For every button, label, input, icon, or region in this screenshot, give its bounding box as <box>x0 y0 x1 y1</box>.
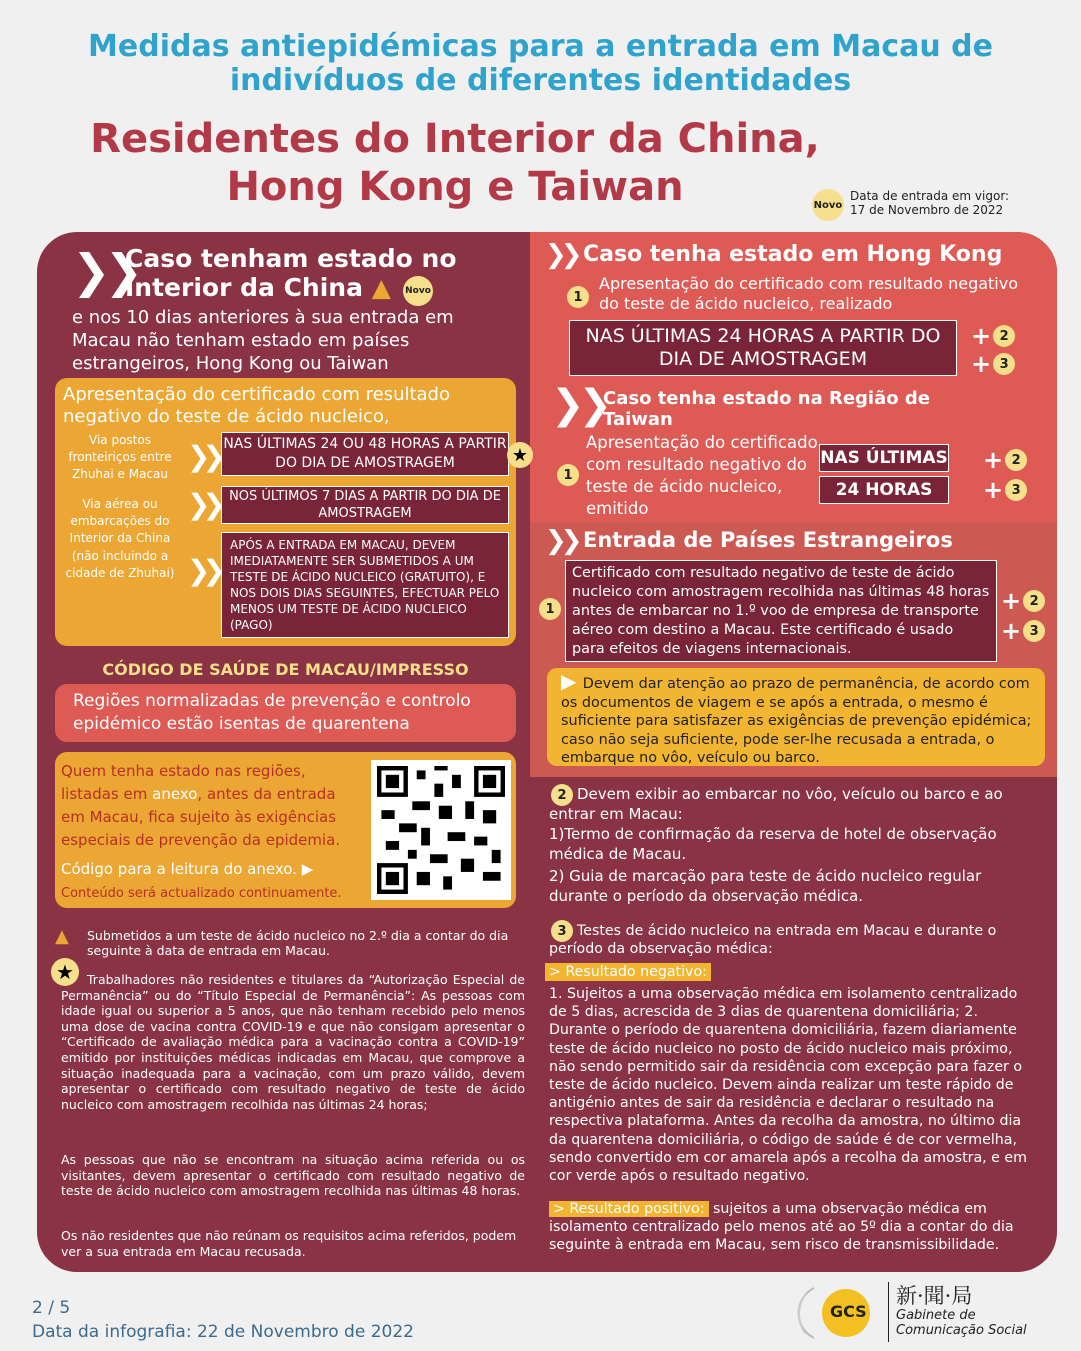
chevron-icon: ❯❯ <box>551 382 607 428</box>
req2-item-1: 1)Termo de confirmação da reserva de hotel de observação médica de Macau. <box>549 825 997 863</box>
page-number: 2 / 5 <box>32 1298 71 1318</box>
negative-text: 1. Sujeitos a uma observação médica em isolamento centralizado de 5 dias, acrescida de 3 dias de quarentena domiciliária; 2. Durante o período de quarentena domiciliária, fazem diariamente teste de ácido nucleico no posto de ácido nucleico mais próximo, não sendo permitido sair da residência com excepção para fazer o teste de ácido nucleico. Devem ainda realizar um teste rápido de antigénio antes de sair da residência e declarar o resultado na respectiva plataforma. Antes da recolha da amostra, no último dia da quarentena domiciliária, o código de saúde é de cor vermelha, sendo convertido em cor amarela após a recolha da amostra, e em cor verde após o resultado negativo. <box>549 986 1027 1185</box>
hk-plus-3: + 3 <box>971 350 1015 378</box>
mainland-intro: e nos 10 dias anteriores à sua entrada em Macau não tenham estado em países estrangeiros, Hong Kong ou Taiwan <box>72 307 454 374</box>
route2-box: NOS ÚLTIMOS 7 DIAS A PARTIR DO DIA DE AMOSTRAGEM <box>221 486 509 524</box>
infographic-title: Medidas antiepidémicas para a entrada em Macau de indivíduos de diferentes identidades <box>88 29 993 98</box>
infographic-date: Data da infografia: 22 de Novembro de 2022 <box>32 1322 414 1342</box>
taiwan-num-1: 1 <box>557 464 579 486</box>
req2-item-2: 2) Guia de marcação para teste de ácido nucleico regular durante o período da observação médica. <box>549 867 982 905</box>
novo-badge: Novo <box>812 189 844 221</box>
taiwan-heading: Caso tenha estado na Região de Taiwan <box>603 388 930 430</box>
star-note-2: As pessoas que não se encontram na situação acima referida ou os visitantes, devem apresentar o certificado com resultado negativo de teste de ácido nucleico com amostragem recolhida nas últimas 48 horas. <box>61 1152 525 1199</box>
cert-text: Apresentação do certificado com resultado negativo do teste de ácido nucleico, <box>63 384 450 427</box>
play-icon: ▶ <box>301 860 314 878</box>
foreign-plus-3: + 3 <box>1001 617 1045 645</box>
chevron-icon: ❯❯ <box>545 240 577 270</box>
foreign-plus-2: + 2 <box>1001 587 1045 615</box>
annex-text: Quem tenha estado nas regiões, listadas em anexo, antes da entrada em Macau, fica sujeito às exigências especiais de prevenção da epidemia. <box>61 762 341 849</box>
effective-date: Data de entrada em vigor: 17 de Novembro de 2022 <box>850 189 1010 217</box>
star-note-3: Os não residentes que não reúnam os requisitos acima referidos, podem ver a sua entrada em Macau recusada. <box>61 1228 517 1259</box>
req-num-2: 2 <box>551 784 573 806</box>
update-note: Conteúdo será actualizado continuamente. <box>61 886 342 901</box>
star-note-1: Trabalhadores não residentes e titulares da “Autorização Especial de Permanência” ou do “Título Especial de Permanência”: As pessoas com idade igual ou superior a 5 anos, que não tenham recebido pelo menos uma dose de vacina contra COVID-19 e que não consigam apresentar o “Certificado de avaliação médica para a vacinação contra a COVID-19” emitido por instituições médicas indicadas em Macau, que comprove a situação inadequada para a vacinação, com um prazo válido, devem apresentar o certificado com resultado negativo de teste de ácido nucleico com amostragem recolhida nas últimas 24 horas; <box>61 972 525 1112</box>
health-code-label: CÓDIGO DE SAÚDE DE MACAU/IMPRESSO <box>102 660 469 679</box>
hk-box: NAS ÚLTIMAS 24 HORAS A PARTIR DO DIA DE AMOSTRAGEM <box>569 320 957 376</box>
taiwan-plus-3: + 3 <box>983 476 1027 504</box>
positive-label: > Resultado positivo: <box>549 1201 709 1217</box>
play-icon: ▶ <box>561 669 583 693</box>
positive-text: > Resultado positivo: sujeitos a uma observação médica em isolamento centralizado pelo menos até ao 5º dia a contar do dia seguinte à entrada em Macau, sem risco de transmissibilidade. <box>549 1201 1014 1254</box>
annex-block <box>55 752 516 908</box>
footer-info <box>32 1296 414 1344</box>
chevron-icon: ❯❯ <box>187 554 218 587</box>
annex-link[interactable]: anexo <box>152 785 198 803</box>
triangle-note: Submetidos a um teste de ácido nucleico no 2.º dia a contar do dia seguinte à data de entrada em Macau. <box>87 928 509 958</box>
star-icon: ★ <box>507 442 533 468</box>
gcs-logo <box>796 1278 1081 1348</box>
route1-box: NAS ÚLTIMAS 24 OU 48 HORAS A PARTIR DO DIA DE AMOSTRAGEM <box>221 432 509 476</box>
foreign-box: Certificado com resultado negativo de teste de ácido nucleico com amostragem recolhida nas últimas 48 horas antes de embarcar no 1.º voo de empresa de transporte aéreo com destino a Macau. Este certificado é usado para efeitos de viagens internacionais. <box>565 560 997 662</box>
chevron-icon: ❯❯ <box>72 244 138 298</box>
hk-text: Apresentação do certificado com resultado negativo do teste de ácido nucleico, realizado <box>599 274 1019 313</box>
negative-label: > Resultado negativo: <box>545 963 711 981</box>
chevron-icon: ❯❯ <box>187 488 218 521</box>
logo-chinese: 新·聞·局 <box>896 1284 973 1308</box>
req2-intro: Devem exibir ao embarcar no vôo, veículo ou barco e ao entrar em Macau: <box>549 785 1003 823</box>
route2-label: Via aérea ou embarcações do Interior da China <box>69 497 171 545</box>
taiwan-text: Apresentação do certificado com resultado negativo do teste de ácido nucleico, emitido <box>586 433 818 518</box>
chevron-icon: ❯❯ <box>187 440 218 473</box>
hk-heading: Caso tenha estado em Hong Kong <box>583 242 1003 267</box>
mainland-cert-block <box>55 378 529 646</box>
triangle-icon: ▲ <box>371 273 391 302</box>
hk-num-1: 1 <box>567 286 589 308</box>
req3-intro: Testes de ácido nucleico na entrada em Macau e durante o período da observação médica: <box>549 923 997 957</box>
foreign-attention: ▶ Devem dar atenção ao prazo de permanência, de acordo com os documentos de viagem e se após a entrada, o mesmo é suficiente para satisfazer as exigências de prevenção epidémica; caso não seja suficiente, pode ser-lhe recusada a entrada, o embarque no vôo, veículo ou barco. <box>547 668 1045 766</box>
taiwan-box-2: 24 HORAS <box>819 476 949 504</box>
req-num-3: 3 <box>551 920 573 942</box>
route3-label: (não incluindo a cidade de Zhuhai) <box>65 549 175 580</box>
star-icon: ★ <box>51 958 79 986</box>
taiwan-plus-2: + 2 <box>983 446 1027 474</box>
main-card <box>37 232 1057 1272</box>
foreign-heading: Entrada de Países Estrangeiros <box>583 528 953 552</box>
infographic-subtitle: Residentes do Interior da China, Hong Kong e Taiwan <box>90 116 820 210</box>
taiwan-box-1: NAS ÚLTIMAS <box>819 444 949 472</box>
route1-label: Via postos fronteiriços entre Zhuhai e Macau <box>68 433 172 481</box>
mainland-heading: Caso tenham estado no Interior da China ▲ <box>125 244 457 302</box>
logo-letters: GCS <box>830 1302 867 1321</box>
qr-code[interactable] <box>371 760 511 900</box>
logo-portuguese: Gabinete de Comunicação Social <box>896 1308 1027 1338</box>
qr-label: Código para a leitura do anexo. ▶ <box>61 860 314 878</box>
route3-box: APÓS A ENTRADA EM MACAU, DEVEM IMEDIATAMENTE SER SUBMETIDOS A UM TESTE DE ÁCIDO NUCLEICO (GRATUITO), E NOS DOIS DIAS SEGUINTES, EFECTUAR PELO MENOS UM TESTE DE ÁCIDO NUCLEICO (PAGO) <box>221 532 509 638</box>
hk-plus-2: + 2 <box>971 322 1015 350</box>
foreign-num-1: 1 <box>539 598 561 620</box>
exempt-box: Regiões normalizadas de prevenção e controlo epidémico estão isentas de quarentena <box>55 684 516 742</box>
mainland-novo-badge: Novo <box>403 276 433 306</box>
chevron-icon: ❯❯ <box>545 526 577 556</box>
triangle-icon: ▲ <box>55 926 69 947</box>
